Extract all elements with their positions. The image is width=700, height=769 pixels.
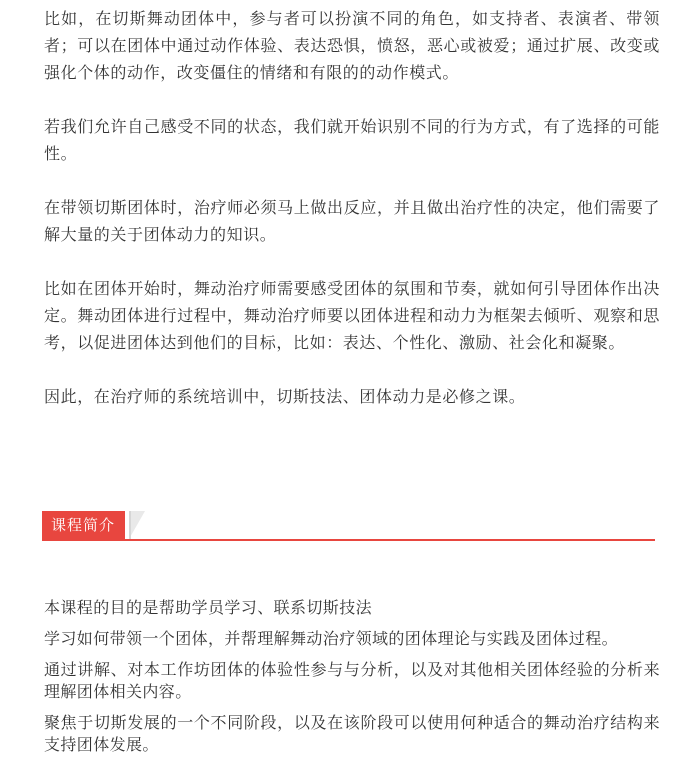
section-tab-fold-decoration xyxy=(129,511,145,539)
section-tab-fold-edge xyxy=(129,511,131,539)
section-header-course-intro xyxy=(42,511,655,541)
intro-item-stages: 聚焦于切斯发展的一个不同阶段，以及在该阶段可以使用何种适合的舞动治疗结构来支持团体发展。 xyxy=(44,713,660,754)
intro-item-analysis: 通过讲解、对本工作坊团体的体验性参与与分析，以及对其他相关团体经验的分析来理解团体相关内容。 xyxy=(44,660,660,701)
article-body xyxy=(44,5,660,437)
paragraph-leading: 在带领切斯团体时，治疗师必须马上做出反应，并且做出治疗性的决定，他们需要了解大量的关于团体动力的知识。 xyxy=(44,198,660,244)
paragraph-group-start: 比如在团体开始时，舞动治疗师需要感受团体的氛围和节奏，就如何引导团体作出决定。舞动团体进行过程中，舞动治疗师要以团体进程和动力为框架去倾听、观察和思考，以促进团体达到他们的目标，比如：表达、个性化、激励、社会化和凝聚。 xyxy=(44,279,660,352)
paragraph-roles: 比如，在切斯舞动团体中，参与者可以扮演不同的角色，如支持者、表演者、带领者；可以在团体中通过动作体验、表达恐惧，愤怒，恶心或被爱；通过扩展、改变或强化个体的动作，改变僵住的情绪和有限的的动作模式。 xyxy=(44,9,660,82)
intro-item-leading: 学习如何带领一个团体，并帮理解舞动治疗领域的团体理论与实践及团体过程。 xyxy=(44,629,619,648)
paragraph-states: 若我们允许自己感受不同的状态，我们就开始识别不同的行为方式，有了选择的可能性。 xyxy=(44,117,660,163)
course-intro-list xyxy=(44,597,660,765)
intro-item-purpose: 本课程的目的是帮助学员学习、联系切斯技法 xyxy=(44,598,373,617)
section-title: 课程简介 xyxy=(42,511,125,539)
paragraph-conclusion: 因此，在治疗师的系统培训中，切斯技法、团体动力是必修之课。 xyxy=(44,387,526,406)
